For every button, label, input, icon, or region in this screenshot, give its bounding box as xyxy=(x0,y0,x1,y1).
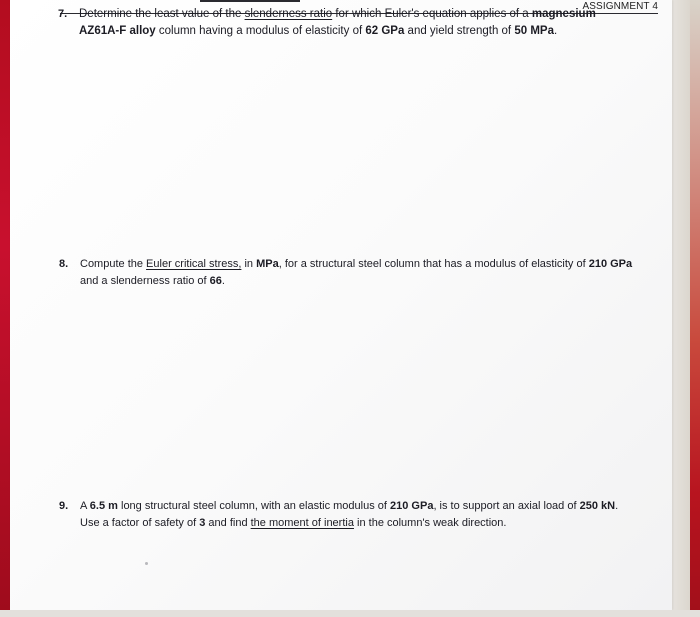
underlined-term: slenderness ratio xyxy=(244,8,333,20)
text-run: and a slenderness ratio of xyxy=(80,275,210,287)
underlined-term: Euler critical stress, xyxy=(146,258,242,270)
bold-value: 210 GPa xyxy=(588,258,633,270)
text-run: in the column's weak direction. xyxy=(353,517,507,529)
text-run: , for a structural steel column that has a modulus of elasticity of xyxy=(278,258,589,270)
bold-value: 62 GPa xyxy=(365,25,405,37)
right-background-strip xyxy=(690,0,700,617)
page-bottom-shadow xyxy=(0,610,700,617)
text-run: Determine the least value of the xyxy=(79,8,245,20)
bold-value: 6.5 m xyxy=(89,500,118,512)
question-number: 7. xyxy=(58,8,68,20)
question-text xyxy=(80,498,639,532)
paper-speck xyxy=(145,562,148,565)
bold-value: 250 kN xyxy=(579,500,616,512)
bold-value: MPa xyxy=(256,258,279,270)
text-run: long structural steel column, with an elastic modulus of xyxy=(117,500,391,512)
text-run: in xyxy=(241,258,257,270)
question-number: 9. xyxy=(59,500,69,512)
question-7 xyxy=(58,6,638,40)
text-run: and find xyxy=(205,517,251,529)
bold-value: 3 xyxy=(199,517,206,529)
text-run: . Use a factor of safety of xyxy=(80,500,619,529)
text-run: . xyxy=(553,25,558,37)
text-run: . xyxy=(221,275,225,287)
underlined-term: the moment of inertia xyxy=(250,517,354,529)
text-run: , is to support an axial load of xyxy=(433,500,580,512)
question-8 xyxy=(59,256,639,290)
text-run: A xyxy=(80,500,90,512)
text-run: Compute the xyxy=(80,258,147,270)
text-run: and yield strength of xyxy=(404,25,515,37)
top-rule-fragment xyxy=(200,0,300,2)
bold-value: 66 xyxy=(209,275,222,287)
assignment-label: ASSIGNMENT 4 xyxy=(582,1,658,12)
question-text xyxy=(80,256,639,290)
left-background-edge xyxy=(0,0,10,617)
question-number: 8. xyxy=(59,258,69,270)
bold-value: 210 GPa xyxy=(390,500,434,512)
bold-value: 50 MPa xyxy=(514,25,554,37)
question-9 xyxy=(59,498,639,532)
question-text xyxy=(79,6,638,40)
text-run: column having a modulus of elasticity of xyxy=(155,25,366,37)
bold-term: magnesium AZ61A-F alloy xyxy=(79,8,596,37)
text-run: for which Euler's equation applies of a xyxy=(332,8,532,20)
